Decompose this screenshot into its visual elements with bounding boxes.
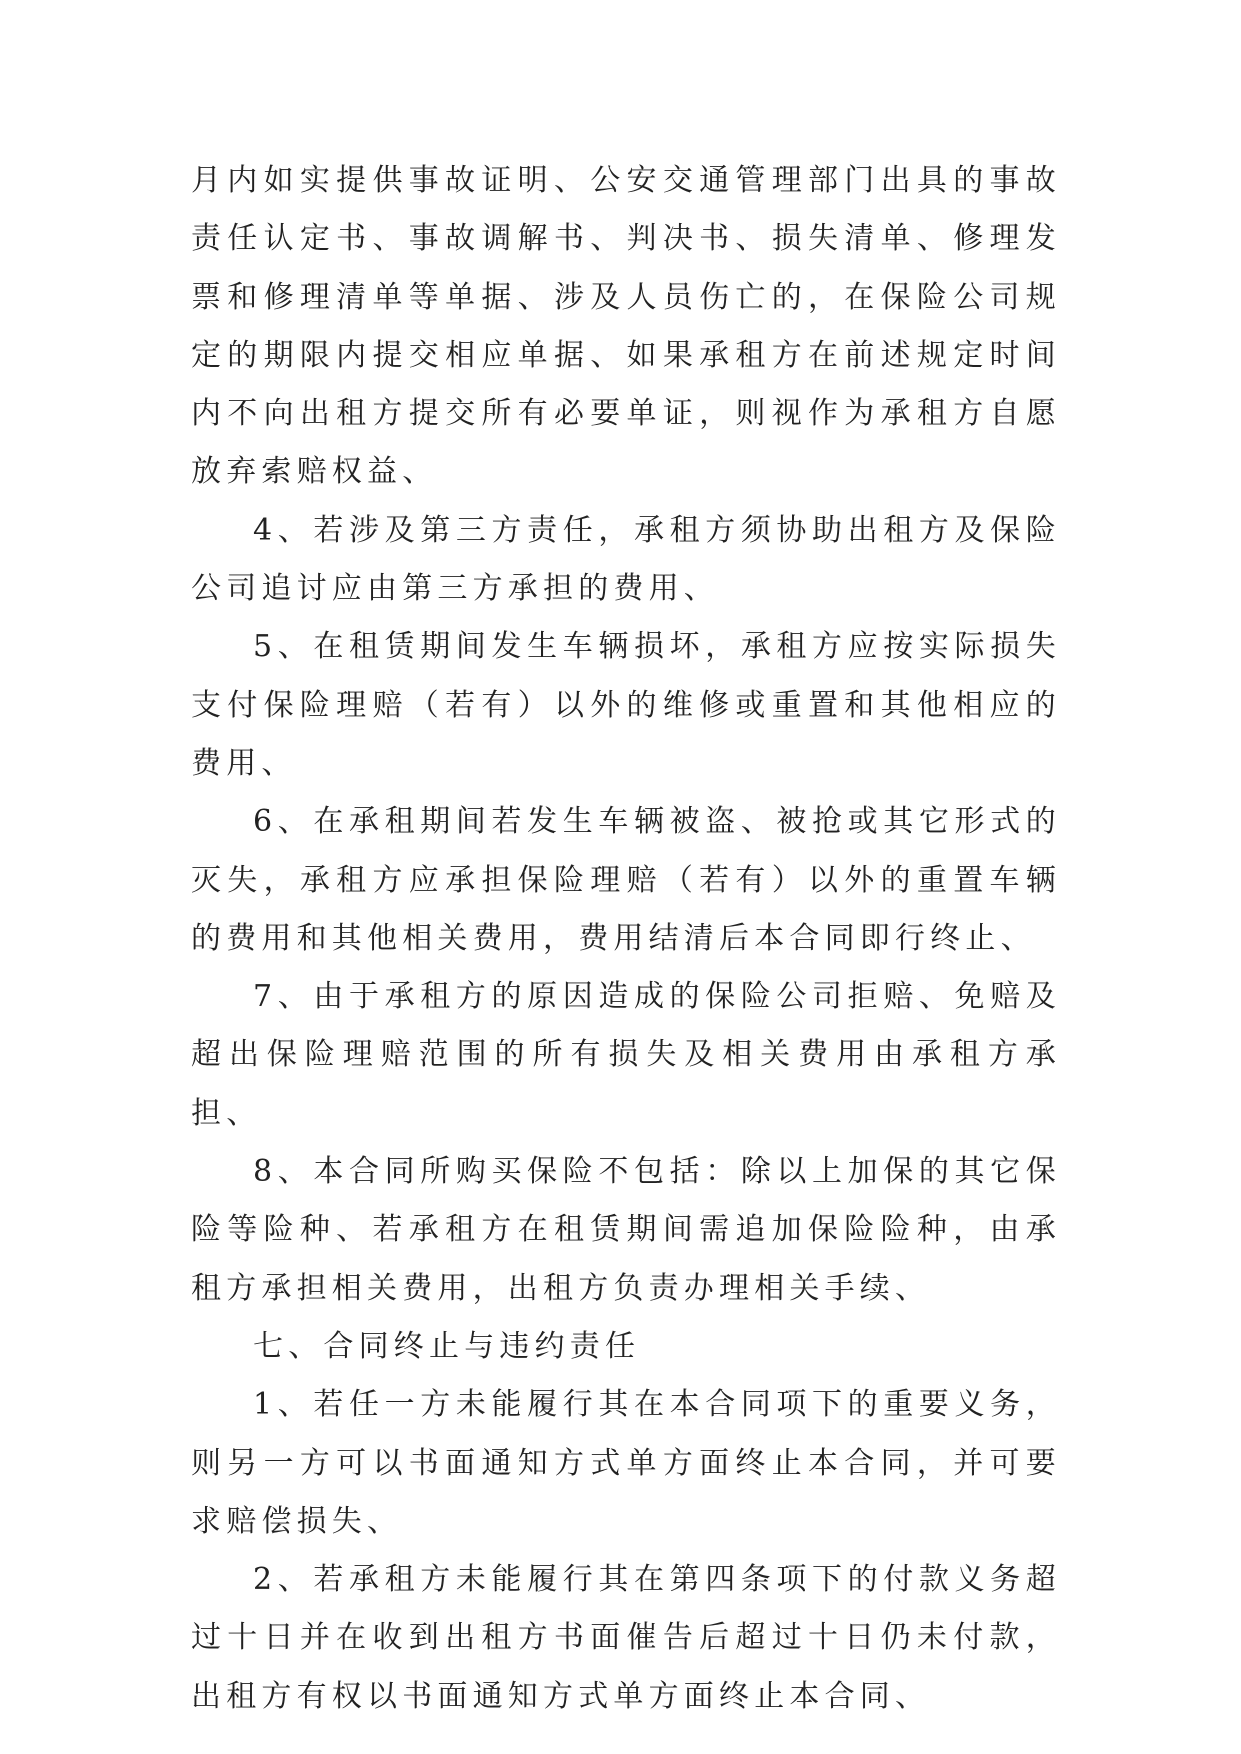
- document-body: [191, 152, 1061, 1726]
- paragraph-clause-8: 8、本合同所购买保险不包括：除以上加保的其它保险等险种、若承租方在租赁期间需追加保险险种，由承租方承担相关费用，出租方负责办理相关手续、: [191, 1154, 1061, 1306]
- section-heading-7: 七、合同终止与违约责任: [253, 1328, 641, 1364]
- paragraph-clause-5: 5、在租赁期间发生车辆损坏，承租方应按实际损失支付保险理赔（若有）以外的维修或重置和其他相应的费用、: [191, 629, 1061, 781]
- paragraph-clause-6: 6、在承租期间若发生车辆被盗、被抢或其它形式的灭失，承租方应承担保险理赔（若有）以外的重置车辆的费用和其他相关费用，费用结清后本合同即行终止、: [191, 804, 1061, 956]
- paragraph-clause-7: 7、由于承租方的原因造成的保险公司拒赔、免赔及超出保险理赔范围的所有损失及相关费用由承租方承担、: [191, 979, 1061, 1131]
- paragraph-clause-4: 4、若涉及第三方责任，承租方须协助出租方及保险公司追讨应由第三方承担的费用、: [191, 512, 1061, 607]
- paragraph-termination-1: 1、若任一方未能履行其在本合同项下的重要义务，则另一方可以书面通知方式单方面终止本合同，并可要求赔偿损失、: [191, 1387, 1061, 1539]
- paragraph-continuation: 月内如实提供事故证明、公安交通管理部门出具的事故责任认定书、事故调解书、判决书、损失清单、修理发票和修理清单等单据、涉及人员伤亡的，在保险公司规定的期限内提交相应单据、如果承租方在前述规定时间内不向出租方提交所有必要单证，则视作为承租方自愿放弃索赔权益、: [191, 163, 1061, 490]
- paragraph-termination-2: 2、若承租方未能履行其在第四条项下的付款义务超过十日并在收到出租方书面催告后超过十日仍未付款，出租方有权以书面通知方式单方面终止本合同、: [191, 1562, 1061, 1714]
